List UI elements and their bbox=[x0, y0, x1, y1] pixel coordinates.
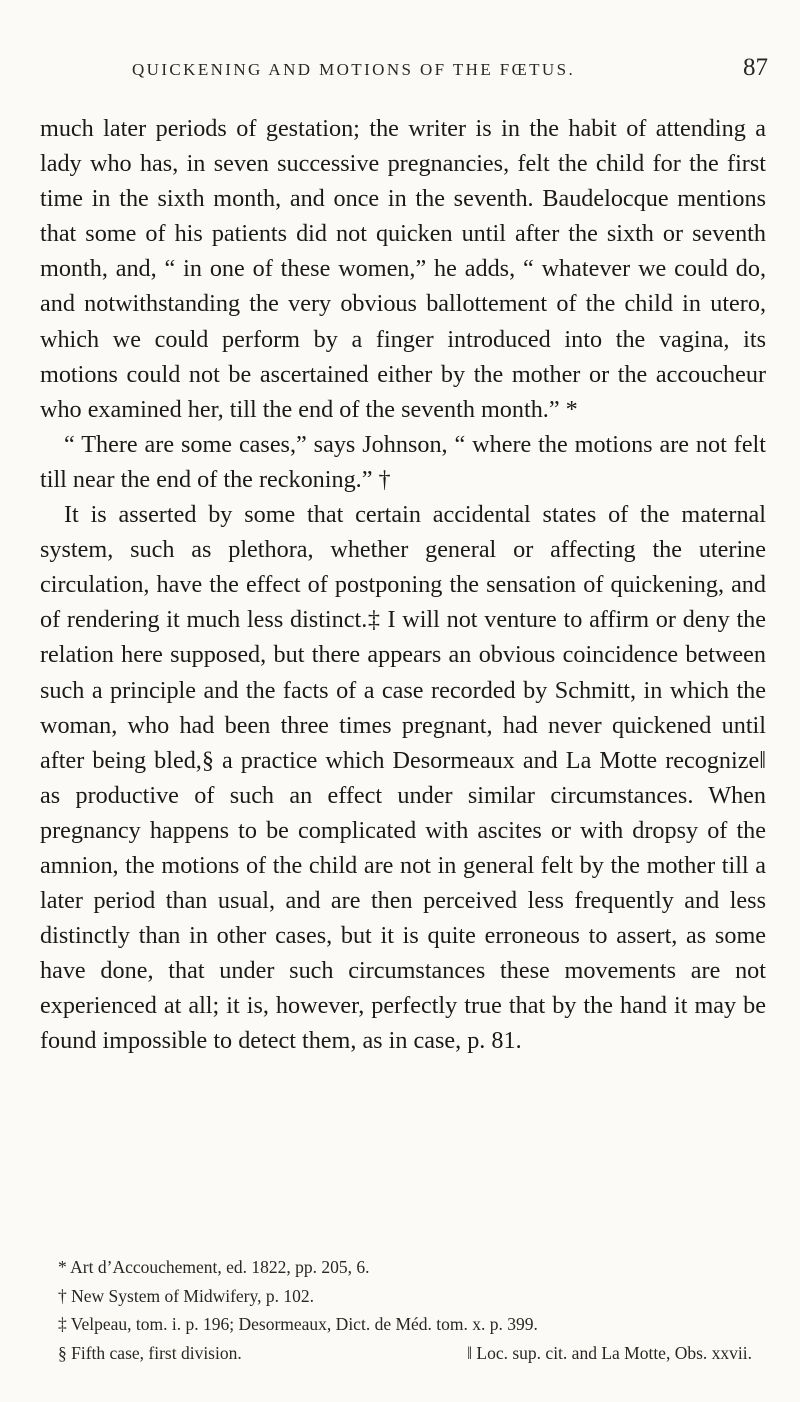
paragraph-1: much later periods of gestation; the writer is in the habit of attending a lady who has, in seven successive pregnancies, felt the child for the first time in the sixth month, and once in the seventh. Baudelocque mentions that some of his patients did not quicken until after the sixth or seventh month, and, “ in one of these women,” he adds, “ whatever we could do, and notwithstanding the very obvious ballottement of the child in utero, which we could perform by a finger introduced into the vagina, its motions could not be ascertained either by the mother or the accoucheur who examined her, till the end of the seventh month.” * bbox=[40, 115, 766, 423]
running-head: QUICKENING AND MOTIONS OF THE FŒTUS. bbox=[132, 60, 576, 79]
footnote-section: § Fifth case, first division. bbox=[58, 1342, 242, 1363]
footnote-star: * Art d’Accouchement, ed. 1822, pp. 205, 6. bbox=[58, 1257, 370, 1277]
footnotes bbox=[58, 1253, 770, 1367]
page-header bbox=[40, 54, 768, 84]
footnote-double-dagger: ‡ Velpeau, tom. i. p. 196; Desormeaux, Dict. de Méd. tom. x. p. 399. bbox=[58, 1314, 538, 1334]
footnote-parallel: ‖ Loc. sup. cit. and La Motte, Obs. xxvii. bbox=[467, 1342, 752, 1363]
page-number: 87 bbox=[743, 54, 768, 81]
footnote-dagger: † New System of Midwifery, p. 102. bbox=[58, 1285, 314, 1306]
paragraph-3: It is asserted by some that certain accidental states of the maternal system, such as plethora, whether general or affecting the uterine circulation, have the effect of postponing the sensation of quickening, and of rendering it much less distinct.‡ I will not venture to affirm or deny the relation here supposed, but there appears an obvious coincidence between such a principle and the facts of a case recorded by Schmitt, in which the woman, who had been three times pregnant, had never quickened until after being bled,§ a practice which Desormeaux and La Motte recognize‖ as productive of such an effect under similar circumstances. When pregnancy happens to be complicated with ascites or with dropsy of the amnion, the motions of the child are not in general felt by the mother till a later period than usual, and are then perceived less frequently and less distinctly than in other cases, but it is quite erroneous to assert, as some have done, that under such circumstances these movements are not experienced at all; it is, however, perfectly true that by the hand it may be found impossible to detect them, as in case, p. 81. bbox=[40, 501, 766, 1055]
footnote-row bbox=[58, 1339, 770, 1368]
body-text bbox=[40, 111, 766, 1059]
paragraph-2: “ There are some cases,” says Johnson, “ where the motions are not felt till near the end of the reckoning.” † bbox=[40, 430, 766, 493]
